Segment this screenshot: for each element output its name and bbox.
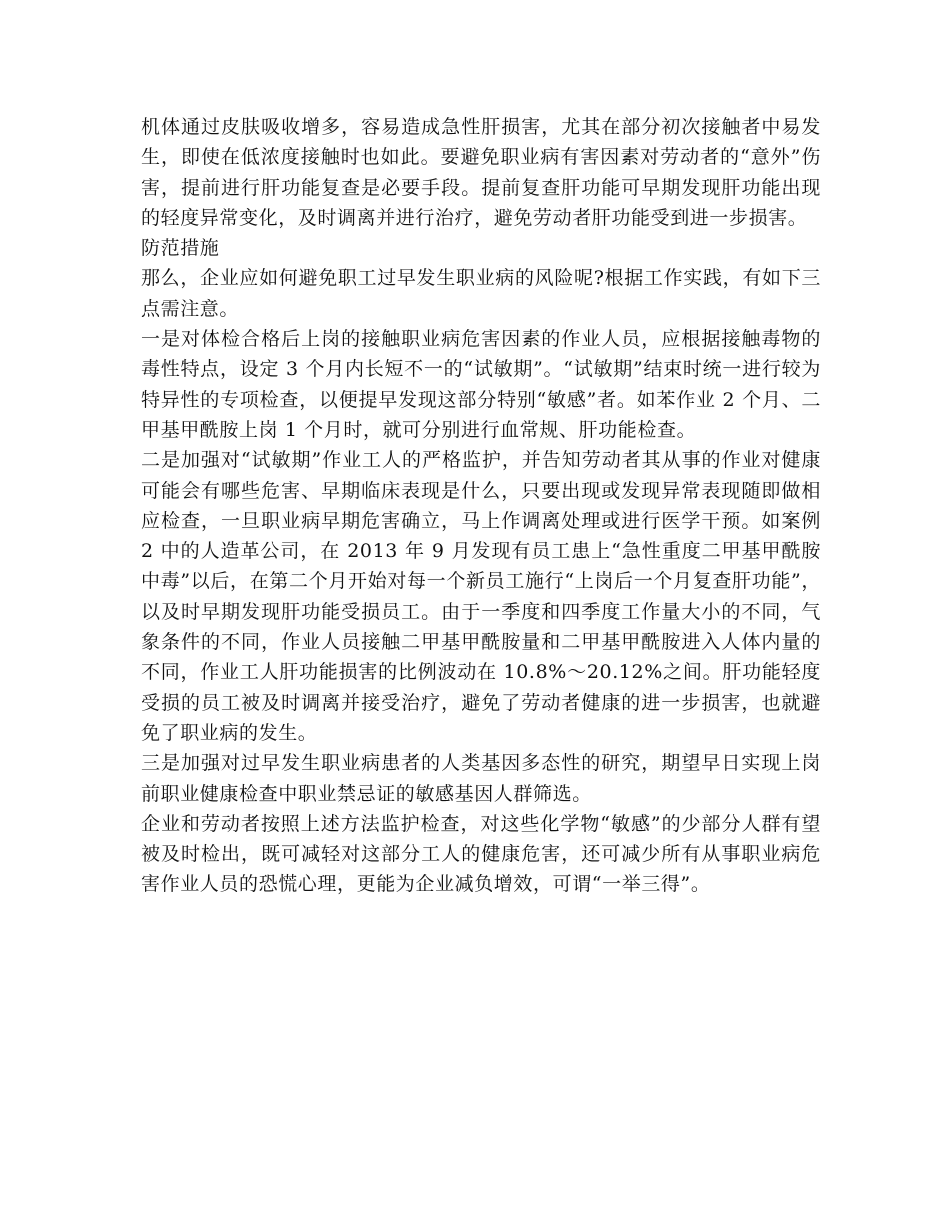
paragraph-point-three: 三是加强对过早发生职业病患者的人类基因多态性的研究，期望早日实现上岗前职业健康检查中职业禁忌证的敏感基因人群筛选。	[141, 752, 821, 805]
paragraph-point-one: 一是对体检合格后上岗的接触职业病危害因素的作业人员，应根据接触毒物的毒性特点，设定 3 个月内长短不一的“试敏期”。“试敏期”结束时统一进行较为特异性的专项检查，以便提早发现这部分特别“敏感”者。如苯作业 2 个月、二甲基甲酰胺上岗 1 个月时，就可分别进行血常规、肝功能检查。	[141, 328, 821, 441]
document-body	[141, 112, 821, 900]
paragraph-intro-question: 那么，企业应如何避免职工过早发生职业病的风险呢?根据工作实践，有如下三点需注意。	[141, 267, 821, 320]
paragraph-point-two: 二是加强对“试敏期”作业工人的严格监护，并告知劳动者其从事的作业对健康可能会有哪些危害、早期临床表现是什么，只要出现或发现异常表现随即做相应检查，一旦职业病早期危害确立，马上作调离处理或进行医学干预。如案例 2 中的人造革公司，在 2013 年 9 月发现有员工患上“急性重度二甲基甲酰胺中毒”以后，在第二个月开始对每一个新员工施行“上岗后一个月复查肝功能”，以及时早期发现肝功能受损员工。由于一季度和四季度工作量大小的不同，气象条件的不同，作业人员接触二甲基甲酰胺量和二甲基甲酰胺进入人体内量的不同，作业工人肝功能损害的比例波动在 10.8%～20.12%之间。肝功能轻度受损的员工被及时调离并接受治疗，避免了劳动者健康的进一步损害，也就避免了职业病的发生。	[141, 449, 821, 744]
paragraph-liver-damage: 机体通过皮肤吸收增多，容易造成急性肝损害，尤其在部分初次接触者中易发生，即使在低浓度接触时也如此。要避免职业病有害因素对劳动者的“意外”伤害，提前进行肝功能复查是必要手段。提前复查肝功能可早期发现肝功能出现的轻度异常变化，及时调离并进行治疗，避免劳动者肝功能受到进一步损害。	[141, 116, 821, 229]
paragraph-conclusion: 企业和劳动者按照上述方法监护检查，对这些化学物“敏感”的少部分人群有望被及时检出，既可减轻对这部分工人的健康危害，还可减少所有从事职业病危害作业人员的恐慌心理，更能为企业减负增效，可谓“一举三得”。	[141, 812, 821, 896]
section-heading-prevention: 防范措施	[141, 237, 220, 260]
